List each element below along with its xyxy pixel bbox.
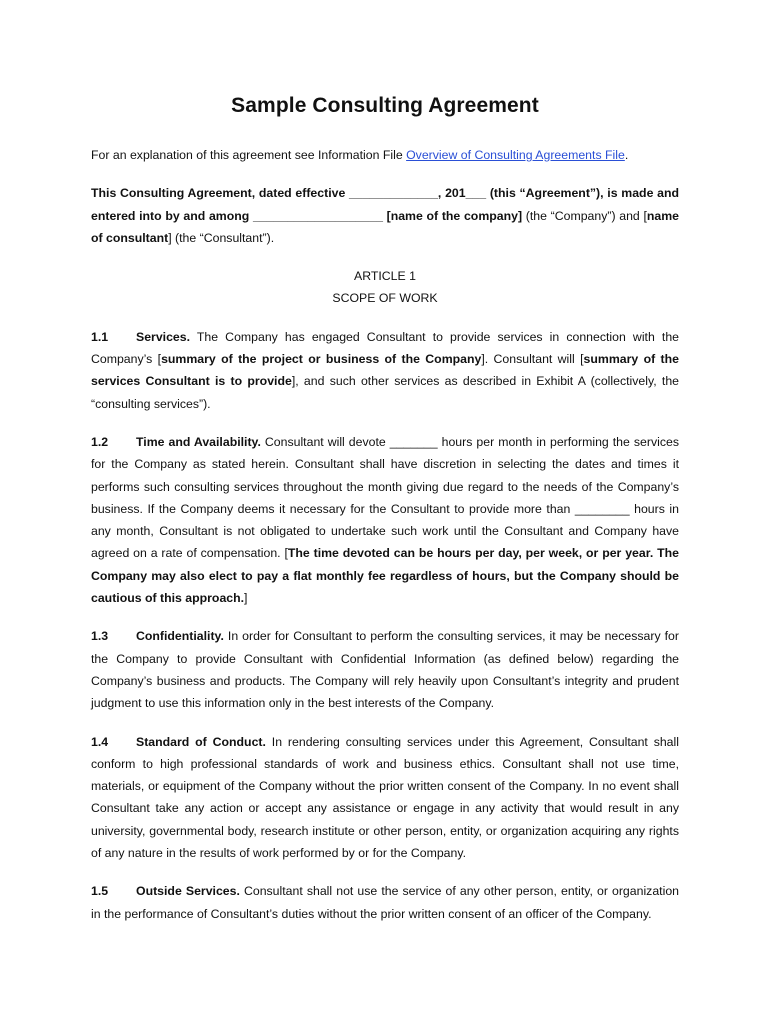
section-1-3 bbox=[91, 625, 679, 714]
section-text: Consultant shall not use the service of any other person, entity, or organization in the performance of Consultant’s duties without the prior written consent of an officer of the Company. bbox=[91, 884, 679, 921]
section-text: In order for Consultant to perform the consulting services, it may be necessary for the Company to provide Consultant with Confidential Information (as defined below) regarding the Company’s business and products. The Company will rely heavily upon Consultant’s integrity and prudent judgment to use this information only in the best interests of the Company. bbox=[91, 629, 679, 711]
section-number: 1.2 bbox=[91, 434, 109, 449]
preamble-bold-2: name of consultant bbox=[91, 208, 679, 245]
section-bold: The time devoted can be hours per day, per week, or per year. The Company may also elect to pay a flat monthly fee regardless of hours, but the Company should be cautious of this approach. bbox=[91, 546, 679, 606]
section-text: Consultant will devote _______ hours per month in performing the services for the Company as stated herein. Consultant shall have discretion in selecting the dates and times it performs such consulting services throughout the month giving due regard to the needs of the Company’s business. If the Company deems it necessary for the Consultant to provide more than ________ hours in any month, Consultant is not obligated to undertake such work until the Consultant and Company have agreed on a rate of compensation. [ bbox=[91, 434, 679, 561]
preamble-paragraph bbox=[91, 182, 679, 249]
section-1-5 bbox=[91, 880, 679, 925]
section-text: ], and such other services as described in Exhibit A (collectively, the “consulting services”). bbox=[91, 374, 680, 411]
section-bold: summary of the project or business of the Company bbox=[161, 352, 482, 367]
article-number: ARTICLE 1 bbox=[354, 269, 416, 284]
preamble-text-2: ] (the “Consultant”). bbox=[168, 230, 275, 245]
section-bold: summary of the services Consultant is to provide bbox=[91, 352, 679, 389]
section-1-4 bbox=[91, 731, 679, 865]
section-text: In rendering consulting services under this Agreement, Consultant shall conform to high professional standards of work and business ethics. Consultant shall not use time, materials, or equipment of the Company without the prior written consent of the Company. In no event shall Consultant take any action or accept any assistance or engage in any activity that would result in any university, governmental body, research institute or other person, entity, or organization acquiring any rights of any nature in the results of work performed by or for the Company. bbox=[91, 734, 679, 861]
article-title: SCOPE OF WORK bbox=[332, 291, 438, 306]
preamble-bold-1: This Consulting Agreement, dated effective _____________, 201___ (this “Agreement”), is made and entered into by and among ___________________ [name of the company] bbox=[91, 186, 679, 223]
section-1-1 bbox=[91, 326, 679, 415]
article-heading bbox=[91, 265, 679, 310]
intro-line bbox=[91, 144, 679, 166]
section-text: ]. Consultant will [ bbox=[481, 352, 584, 367]
overview-link[interactable]: Overview of Consulting Agreements File bbox=[406, 148, 625, 162]
section-heading: Services. bbox=[136, 329, 191, 344]
preamble-text-1: (the “Company”) and [ bbox=[522, 208, 647, 223]
document-title: Sample Consulting Agreement bbox=[231, 94, 539, 117]
intro-prefix: For an explanation of this agreement see Information File bbox=[91, 148, 407, 162]
section-1-2 bbox=[91, 431, 679, 609]
section-heading: Time and Availability. bbox=[136, 434, 261, 449]
section-heading: Outside Services. bbox=[136, 884, 240, 899]
section-text: The Company has engaged Consultant to provide services in connection with the Company’s [ bbox=[91, 329, 679, 367]
section-number: 1.1 bbox=[91, 329, 109, 344]
section-heading: Confidentiality. bbox=[136, 629, 224, 644]
section-heading: Standard of Conduct. bbox=[136, 734, 266, 749]
section-text: ] bbox=[244, 591, 248, 606]
intro-suffix: . bbox=[624, 148, 629, 162]
section-number: 1.5 bbox=[91, 884, 109, 899]
section-number: 1.3 bbox=[91, 629, 109, 644]
section-number: 1.4 bbox=[91, 734, 109, 749]
